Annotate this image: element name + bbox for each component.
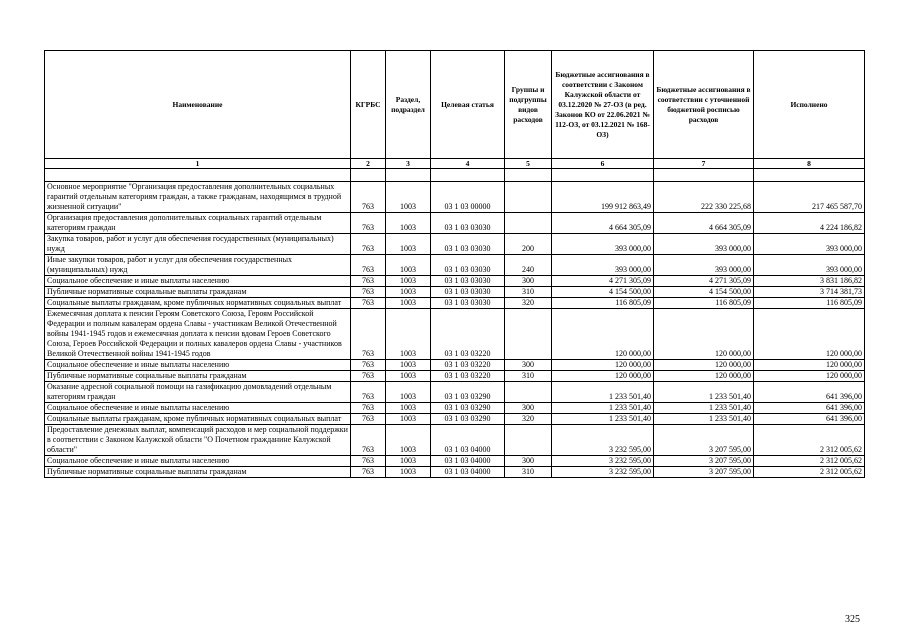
kgrbs-cell: 763 (351, 360, 386, 371)
page-number: 325 (845, 614, 860, 625)
executed-cell: 641 396,00 (754, 414, 865, 425)
name-cell: Предоставление денежных выплат, компенсаций расходов и мер социальной поддержки в соответствии с Законом Калужской области "О Почетном гражданине Калужской области" (45, 425, 351, 456)
name-cell: Закупка товаров, работ и услуг для обеспечения государственных (муниципальных) нужд (45, 234, 351, 255)
section-cell: 1003 (386, 182, 431, 213)
col-number: 2 (351, 159, 386, 169)
executed-cell: 641 396,00 (754, 382, 865, 403)
law-allocation-cell: 120 000,00 (552, 371, 654, 382)
revised-allocation-cell: 1 233 501,40 (654, 403, 754, 414)
name-cell: Социальное обеспечение и иные выплаты населению (45, 456, 351, 467)
kgrbs-cell: 763 (351, 309, 386, 360)
table-row (45, 255, 865, 276)
executed-cell: 2 312 005,62 (754, 467, 865, 478)
name-cell: Основное мероприятие "Организация предоставления дополнительных социальных гарантий отдельным категориям граждан, а также гражданам, находящимся в трудной жизненной ситуации" (45, 182, 351, 213)
name-cell: Публичные нормативные социальные выплаты гражданам (45, 467, 351, 478)
executed-cell: 116 805,09 (754, 298, 865, 309)
law-allocation-cell: 3 232 595,00 (552, 456, 654, 467)
revised-allocation-cell: 393 000,00 (654, 234, 754, 255)
header-row (45, 51, 865, 159)
target-article-cell: 03 1 03 04000 (431, 467, 505, 478)
target-article-cell: 03 1 03 03030 (431, 287, 505, 298)
col-number: 3 (386, 159, 431, 169)
target-article-cell: 03 1 03 03220 (431, 360, 505, 371)
name-cell: Оказание адресной социальной помощи на газификацию домовладений отдельным категориям граждан (45, 382, 351, 403)
target-article-cell: 03 1 03 03030 (431, 255, 505, 276)
expense-group-cell: 300 (505, 360, 552, 371)
expense-group-cell (505, 309, 552, 360)
col-number: 1 (45, 159, 351, 169)
kgrbs-cell: 763 (351, 456, 386, 467)
revised-allocation-cell: 1 233 501,40 (654, 382, 754, 403)
col-number: 4 (431, 159, 505, 169)
kgrbs-cell: 763 (351, 287, 386, 298)
column-number-row (45, 159, 865, 169)
law-allocation-cell: 3 232 595,00 (552, 467, 654, 478)
col-header-executed: Исполнено (754, 51, 865, 159)
revised-allocation-cell: 393 000,00 (654, 255, 754, 276)
law-allocation-cell: 120 000,00 (552, 309, 654, 360)
law-allocation-cell: 4 664 305,09 (552, 213, 654, 234)
target-article-cell: 03 1 03 03290 (431, 414, 505, 425)
table-row (45, 360, 865, 371)
table-row (45, 309, 865, 360)
col-number: 6 (552, 159, 654, 169)
revised-allocation-cell: 4 154 500,00 (654, 287, 754, 298)
name-cell: Ежемесячная доплата к пенсии Героям Советского Союза, Героям Российской Федерации и полным кавалерам ордена Славы - участникам Великой Отечественной войны 1941-1945 годов и ежемесячная доплата к пенсии вдовам Героев Советского Союза, Героев Российской Федерации и полных кавалеров ордена Славы - участников Великой Отечественной войны 1941-1945 годов (45, 309, 351, 360)
section-cell: 1003 (386, 414, 431, 425)
expense-group-cell: 300 (505, 456, 552, 467)
law-allocation-cell: 393 000,00 (552, 234, 654, 255)
table-row (45, 182, 865, 213)
name-cell: Социальное обеспечение и иные выплаты населению (45, 360, 351, 371)
revised-allocation-cell: 116 805,09 (654, 298, 754, 309)
expense-group-cell: 300 (505, 403, 552, 414)
col-header-section: Раздел, подраздел (386, 51, 431, 159)
expense-group-cell: 200 (505, 234, 552, 255)
col-number: 7 (654, 159, 754, 169)
expense-group-cell: 310 (505, 287, 552, 298)
law-allocation-cell: 1 233 501,40 (552, 414, 654, 425)
section-cell: 1003 (386, 425, 431, 456)
section-cell: 1003 (386, 382, 431, 403)
target-article-cell: 03 1 03 03030 (431, 276, 505, 287)
target-article-cell: 03 1 03 04000 (431, 456, 505, 467)
table-row (45, 456, 865, 467)
target-article-cell: 03 1 03 03030 (431, 234, 505, 255)
name-cell: Публичные нормативные социальные выплаты гражданам (45, 371, 351, 382)
kgrbs-cell: 763 (351, 425, 386, 456)
law-allocation-cell: 116 805,09 (552, 298, 654, 309)
law-allocation-cell: 199 912 863,49 (552, 182, 654, 213)
expense-group-cell (505, 425, 552, 456)
kgrbs-cell: 763 (351, 234, 386, 255)
kgrbs-cell: 763 (351, 414, 386, 425)
table-row (45, 425, 865, 456)
kgrbs-cell: 763 (351, 213, 386, 234)
section-cell: 1003 (386, 467, 431, 478)
revised-allocation-cell: 120 000,00 (654, 360, 754, 371)
section-cell: 1003 (386, 456, 431, 467)
table-row (45, 287, 865, 298)
executed-cell: 2 312 005,62 (754, 456, 865, 467)
budget-execution-table (44, 50, 865, 478)
target-article-cell: 03 1 03 03220 (431, 371, 505, 382)
col-header-law-allocations: Бюджетные ассигнования в соответствии с Законом Калужской области от 03.12.2020 № 27-ОЗ (в ред. Законов КО от 22.06.2021 № 112-ОЗ, от 03.12.2021 № 168-ОЗ) (552, 51, 654, 159)
revised-allocation-cell: 3 207 595,00 (654, 425, 754, 456)
col-header-name: Наименование (45, 51, 351, 159)
name-cell: Организация предоставления дополнительных социальных гарантий отдельным категориям граждан (45, 213, 351, 234)
executed-cell: 4 224 186,82 (754, 213, 865, 234)
table-row (45, 467, 865, 478)
kgrbs-cell: 763 (351, 182, 386, 213)
table-row (45, 414, 865, 425)
revised-allocation-cell: 4 271 305,09 (654, 276, 754, 287)
target-article-cell: 03 1 03 03290 (431, 382, 505, 403)
table-row (45, 403, 865, 414)
executed-cell: 3 714 381,73 (754, 287, 865, 298)
col-header-kgrbs: КГРБС (351, 51, 386, 159)
section-cell: 1003 (386, 371, 431, 382)
table-row (45, 298, 865, 309)
spacer-row (45, 169, 865, 182)
revised-allocation-cell: 222 330 225,68 (654, 182, 754, 213)
executed-cell: 641 396,00 (754, 403, 865, 414)
expense-group-cell: 300 (505, 276, 552, 287)
law-allocation-cell: 4 271 305,09 (552, 276, 654, 287)
law-allocation-cell: 393 000,00 (552, 255, 654, 276)
kgrbs-cell: 763 (351, 255, 386, 276)
revised-allocation-cell: 1 233 501,40 (654, 414, 754, 425)
law-allocation-cell: 1 233 501,40 (552, 403, 654, 414)
law-allocation-cell: 1 233 501,40 (552, 382, 654, 403)
executed-cell: 393 000,00 (754, 255, 865, 276)
executed-cell: 217 465 587,70 (754, 182, 865, 213)
law-allocation-cell: 3 232 595,00 (552, 425, 654, 456)
section-cell: 1003 (386, 403, 431, 414)
kgrbs-cell: 763 (351, 403, 386, 414)
table-row (45, 382, 865, 403)
kgrbs-cell: 763 (351, 298, 386, 309)
revised-allocation-cell: 3 207 595,00 (654, 467, 754, 478)
revised-allocation-cell: 120 000,00 (654, 371, 754, 382)
law-allocation-cell: 4 154 500,00 (552, 287, 654, 298)
name-cell: Публичные нормативные социальные выплаты гражданам (45, 287, 351, 298)
kgrbs-cell: 763 (351, 371, 386, 382)
expense-group-cell: 310 (505, 371, 552, 382)
target-article-cell: 03 1 03 03220 (431, 309, 505, 360)
revised-allocation-cell: 4 664 305,09 (654, 213, 754, 234)
col-header-expense-group: Группы и подгруппы видов расходов (505, 51, 552, 159)
expense-group-cell (505, 213, 552, 234)
expense-group-cell: 240 (505, 255, 552, 276)
expense-group-cell: 320 (505, 298, 552, 309)
executed-cell: 3 831 186,82 (754, 276, 865, 287)
executed-cell: 120 000,00 (754, 371, 865, 382)
section-cell: 1003 (386, 213, 431, 234)
target-article-cell: 03 1 03 04000 (431, 425, 505, 456)
expense-group-cell: 320 (505, 414, 552, 425)
expense-group-cell: 310 (505, 467, 552, 478)
target-article-cell: 03 1 03 03030 (431, 213, 505, 234)
col-header-target-article: Целевая статья (431, 51, 505, 159)
table-row (45, 213, 865, 234)
col-number: 5 (505, 159, 552, 169)
executed-cell: 120 000,00 (754, 360, 865, 371)
name-cell: Иные закупки товаров, работ и услуг для обеспечения государственных (муниципальных) нужд (45, 255, 351, 276)
section-cell: 1003 (386, 255, 431, 276)
executed-cell: 120 000,00 (754, 309, 865, 360)
name-cell: Социальное обеспечение и иные выплаты населению (45, 276, 351, 287)
table-row (45, 234, 865, 255)
kgrbs-cell: 763 (351, 467, 386, 478)
table-row (45, 371, 865, 382)
section-cell: 1003 (386, 360, 431, 371)
executed-cell: 2 312 005,62 (754, 425, 865, 456)
table-row (45, 276, 865, 287)
revised-allocation-cell: 3 207 595,00 (654, 456, 754, 467)
target-article-cell: 03 1 03 00000 (431, 182, 505, 213)
col-header-revised-allocations: Бюджетные ассигнования в соответствии с уточненной бюджетной росписью расходов (654, 51, 754, 159)
col-number: 8 (754, 159, 865, 169)
name-cell: Социальное обеспечение и иные выплаты населению (45, 403, 351, 414)
kgrbs-cell: 763 (351, 276, 386, 287)
expense-group-cell (505, 382, 552, 403)
kgrbs-cell: 763 (351, 382, 386, 403)
law-allocation-cell: 120 000,00 (552, 360, 654, 371)
section-cell: 1003 (386, 298, 431, 309)
name-cell: Социальные выплаты гражданам, кроме публичных нормативных социальных выплат (45, 414, 351, 425)
section-cell: 1003 (386, 309, 431, 360)
section-cell: 1003 (386, 276, 431, 287)
section-cell: 1003 (386, 234, 431, 255)
target-article-cell: 03 1 03 03290 (431, 403, 505, 414)
executed-cell: 393 000,00 (754, 234, 865, 255)
expense-group-cell (505, 182, 552, 213)
revised-allocation-cell: 120 000,00 (654, 309, 754, 360)
target-article-cell: 03 1 03 03030 (431, 298, 505, 309)
name-cell: Социальные выплаты гражданам, кроме публичных нормативных социальных выплат (45, 298, 351, 309)
section-cell: 1003 (386, 287, 431, 298)
